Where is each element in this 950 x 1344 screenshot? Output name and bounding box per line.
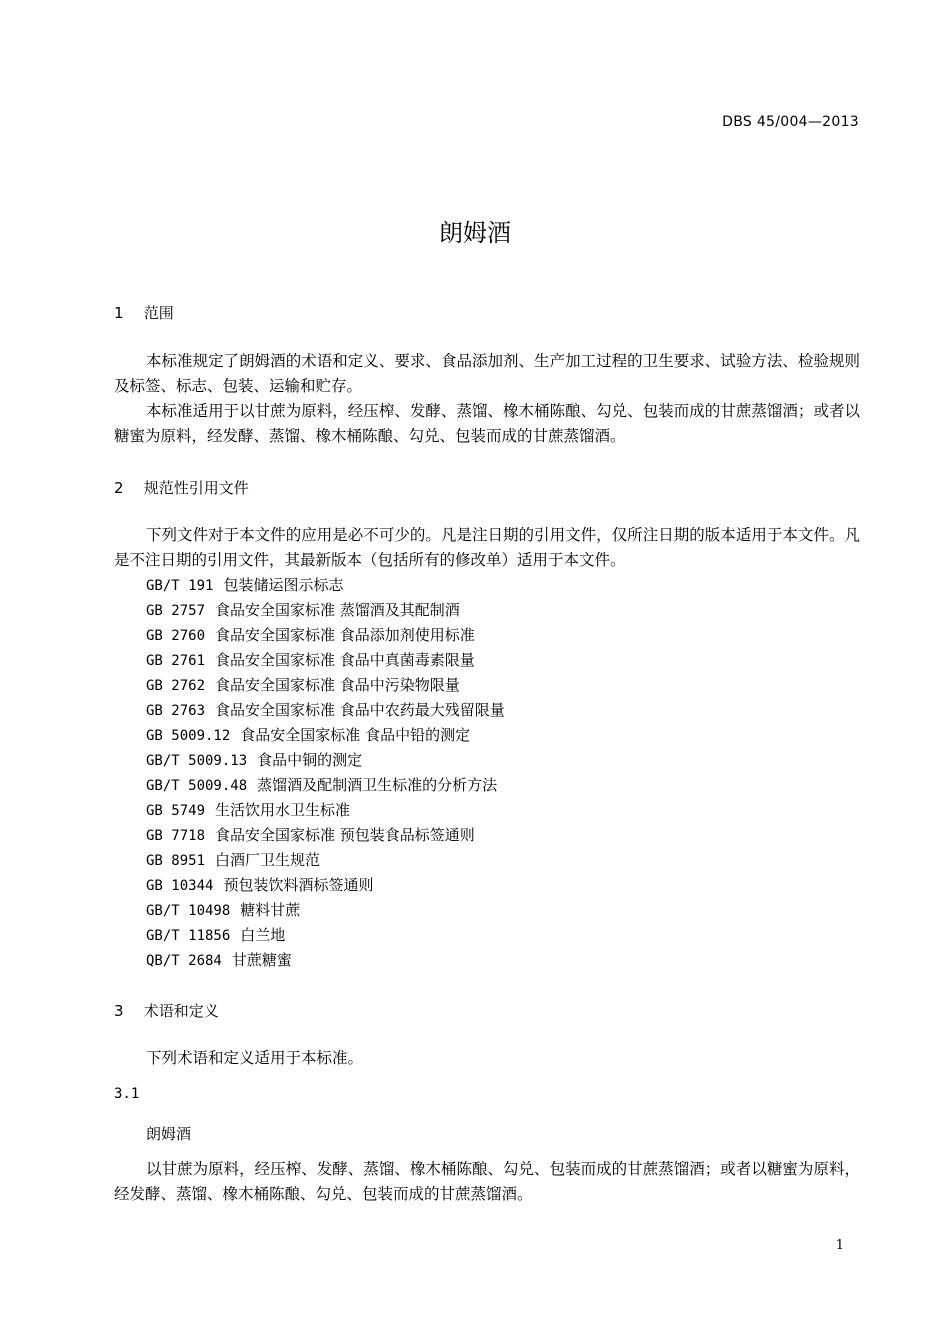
reference-item bbox=[146, 623, 505, 648]
reference-name: 蒸馏酒及配制酒卫生标准的分析方法 bbox=[257, 776, 498, 794]
reference-name: 白兰地 bbox=[240, 926, 286, 944]
section-number: 1 bbox=[114, 304, 124, 322]
reference-item bbox=[146, 673, 505, 698]
terms-intro: 下列术语和定义适用于本标准。 bbox=[146, 1049, 364, 1067]
reference-code: QB/T 2684 bbox=[146, 953, 222, 969]
section-heading-terms bbox=[114, 1000, 219, 1021]
references-intro: 下列文件对于本文件的应用是必不可少的。凡是注日期的引用文件，仅所注日期的版本适用于本文件。凡是不注日期的引用文件，其最新版本（包括所有的修改单）适用于本文件。 bbox=[114, 526, 860, 569]
section-heading-references bbox=[114, 477, 249, 498]
scope-paragraph-1: 本标准规定了朗姆酒的术语和定义、要求、食品添加剂、生产加工过程的卫生要求、试验方法、检验规则及标签、标志、包装、运输和贮存。 bbox=[114, 352, 860, 395]
section-number: 3 bbox=[114, 1002, 124, 1020]
reference-code: GB/T 10498 bbox=[146, 903, 231, 919]
reference-item bbox=[146, 873, 505, 898]
standard-code: DBS 45/004—2013 bbox=[722, 114, 859, 130]
reference-item bbox=[146, 748, 505, 773]
reference-name: 食品安全国家标准 食品中污染物限量 bbox=[215, 676, 460, 694]
reference-code: GB 2757 bbox=[146, 603, 206, 619]
reference-code: GB 10344 bbox=[146, 878, 214, 894]
reference-name: 包装储运图示标志 bbox=[223, 576, 344, 594]
reference-name: 生活饮用水卫生标准 bbox=[215, 801, 351, 819]
reference-item bbox=[146, 948, 505, 973]
reference-name: 食品安全国家标准 食品中农药最大残留限量 bbox=[215, 701, 505, 719]
reference-code: GB 5749 bbox=[146, 803, 206, 819]
reference-item bbox=[146, 573, 505, 598]
reference-code: GB/T 5009.13 bbox=[146, 753, 248, 769]
reference-list bbox=[146, 573, 505, 973]
reference-item bbox=[146, 598, 505, 623]
reference-item bbox=[146, 923, 505, 948]
reference-code: GB/T 5009.48 bbox=[146, 778, 248, 794]
term-definition: 以甘蔗为原料，经压榨、发酵、蒸馏、橡木桶陈酿、勾兑、包装而成的甘蔗蒸馏酒；或者以糖蜜为原料，经发酵、蒸馏、橡木桶陈酿、勾兑、包装而成的甘蔗蒸馏酒。 bbox=[114, 1160, 860, 1203]
reference-item bbox=[146, 723, 505, 748]
reference-name: 食品安全国家标准 食品中铅的测定 bbox=[240, 726, 471, 744]
reference-item bbox=[146, 698, 505, 723]
section-title: 规范性引用文件 bbox=[143, 479, 249, 497]
reference-name: 食品安全国家标准 食品添加剂使用标准 bbox=[215, 626, 475, 644]
reference-name: 预包装饮料酒标签通则 bbox=[223, 876, 374, 894]
section-title: 范围 bbox=[143, 304, 174, 322]
reference-name: 糖料甘蔗 bbox=[240, 901, 301, 919]
reference-item bbox=[146, 773, 505, 798]
reference-code: GB 2762 bbox=[146, 678, 206, 694]
section-heading-scope bbox=[114, 302, 174, 323]
reference-code: GB 2761 bbox=[146, 653, 206, 669]
reference-code: GB 8951 bbox=[146, 853, 206, 869]
reference-item bbox=[146, 648, 505, 673]
section-number: 2 bbox=[114, 479, 124, 497]
page-number: 1 bbox=[835, 1238, 844, 1253]
reference-name: 食品安全国家标准 蒸馏酒及其配制酒 bbox=[215, 601, 460, 619]
reference-item bbox=[146, 798, 505, 823]
reference-code: GB 2760 bbox=[146, 628, 206, 644]
document-title: 朗姆酒 bbox=[439, 219, 511, 247]
reference-code: GB 7718 bbox=[146, 828, 206, 844]
reference-code: GB 5009.12 bbox=[146, 728, 231, 744]
reference-name: 食品安全国家标准 预包装食品标签通则 bbox=[215, 826, 475, 844]
reference-item bbox=[146, 823, 505, 848]
reference-code: GB/T 11856 bbox=[146, 928, 231, 944]
reference-item bbox=[146, 848, 505, 873]
reference-code: GB/T 191 bbox=[146, 578, 214, 594]
reference-name: 白酒厂卫生规范 bbox=[215, 851, 321, 869]
reference-code: GB 2763 bbox=[146, 703, 206, 719]
reference-name: 甘蔗糖蜜 bbox=[231, 951, 292, 969]
reference-name: 食品安全国家标准 食品中真菌毒素限量 bbox=[215, 651, 475, 669]
scope-paragraph-2: 本标准适用于以甘蔗为原料，经压榨、发酵、蒸馏、橡木桶陈酿、勾兑、包装而成的甘蔗蒸馏酒；或者以糖蜜为原料，经发酵、蒸馏、橡木桶陈酿、勾兑、包装而成的甘蔗蒸馏酒。 bbox=[114, 402, 860, 445]
reference-name: 食品中铜的测定 bbox=[257, 751, 363, 769]
subsection-number: 3.1 bbox=[114, 1086, 140, 1102]
section-title: 术语和定义 bbox=[143, 1002, 219, 1020]
reference-item bbox=[146, 898, 505, 923]
term-name: 朗姆酒 bbox=[146, 1125, 192, 1143]
